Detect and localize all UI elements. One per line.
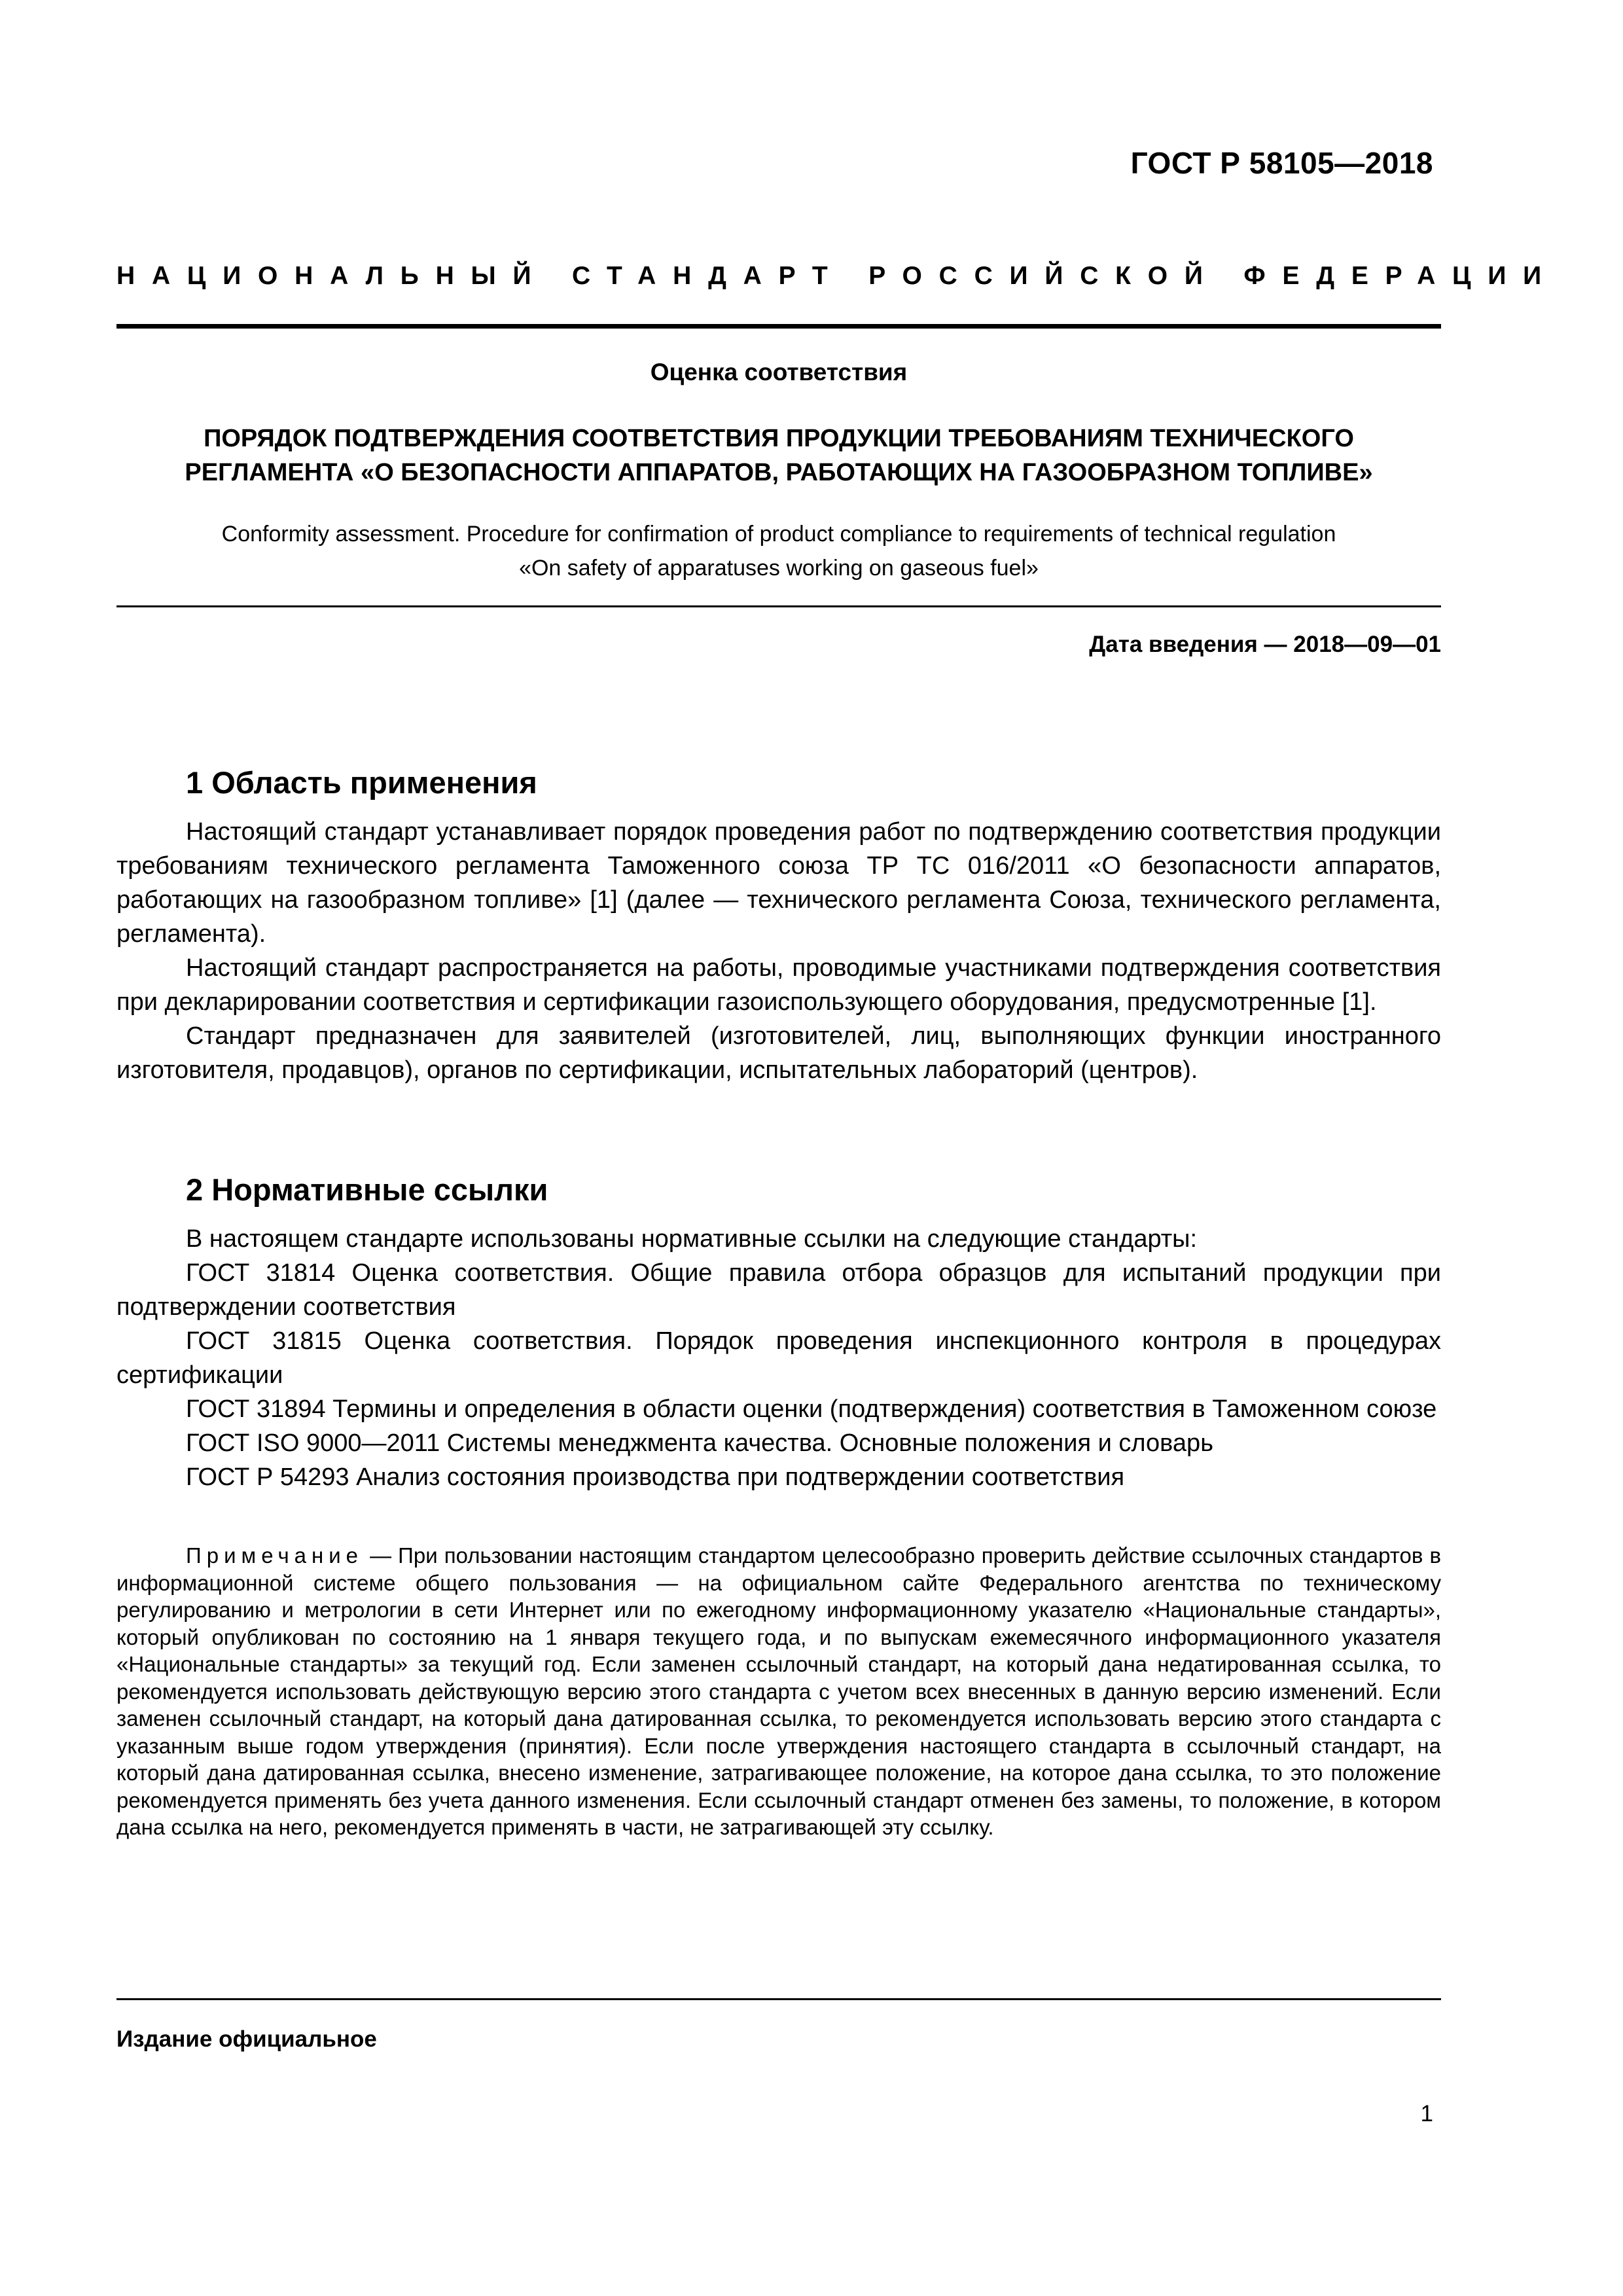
footer-divider: [116, 1998, 1441, 2000]
section-1-heading: 1 Область применения: [186, 765, 537, 800]
english-title-line-2: «On safety of apparatuses working on gaseous fuel»: [519, 556, 1039, 581]
title-line-2: РЕГЛАМЕНТА «О БЕЗОПАСНОСТИ АППАРАТОВ, РАБОТАЮЩИХ НА ГАЗООБРАЗНОМ ТОПЛИВЕ»: [185, 459, 1373, 486]
standard-title: [116, 422, 1441, 490]
standard-subject: Оценка соответствия: [650, 359, 908, 386]
note-text: — При пользовании настоящим стандартом целесообразно проверить действие ссылочных стандартов в информационной системе общего пользования — на официальном сайте Федерального агентства по техническому регулированию и метрологии в сети Интернет или по ежегодному информационному указателю «Национальные стандарты», который опубликован по состоянию на 1 января текущего года, и по выпускам ежемесячного информационного указателя «Национальные стандарты» за текущий год. Если заменен ссылочный стандарт, на который дана недатированная ссылка, то рекомендуется использовать действующую версию этого стандарта с учетом всех внесенных в данную версию изменений. Если заменен ссылочный стандарт, на который дана датированная ссылка, то рекомендуется использовать версию этого стандарта с указанным выше годом утверждения (принятия). Если после утверждения настоящего стандарта в ссылочный стандарт, на который дана датированная ссылка, внесено изменение, затрагивающее положение, на которое дана ссылка, то это положение рекомендуется применять без учета данного изменения. Если ссылочный стандарт отменен без замены, то положение, в котором дана ссылка на него, рекомендуется применять в части, не затрагивающей эту ссылку.: [116, 1543, 1441, 1839]
reference-item: ГОСТ 31814 Оценка соответствия. Общие правила отбора образцов для испытаний продукции при подтверждении соответствия: [116, 1259, 1441, 1321]
scope-paragraph-3: Стандарт предназначен для заявителей (изготовителей, лиц, выполняющих функции иностранного изготовителя, продавцов), органов по сертификации, испытательных лабораторий (центров).: [116, 1022, 1441, 1084]
title-divider: [116, 605, 1441, 607]
english-title-line-1: Conformity assessment. Procedure for confirmation of product compliance to requirements of technical regulation: [221, 522, 1336, 547]
note-label: Примечание: [186, 1543, 364, 1568]
section-2-heading: 2 Нормативные ссылки: [186, 1172, 548, 1207]
reference-item: ГОСТ 31894 Термины и определения в области оценки (подтверждения) соответствия в Таможенном союзе: [186, 1395, 1437, 1423]
national-standard-banner: НАЦИОНАЛЬНЫЙ СТАНДАРТ РОССИЙСКОЙ ФЕДЕРАЦИИ: [116, 262, 1558, 290]
section-scope: [116, 764, 1441, 1087]
section-normative-references: [116, 1172, 1441, 1494]
reference-item: ГОСТ Р 54293 Анализ состояния производства при подтверждении соответствия: [186, 1463, 1125, 1491]
reference-item: ГОСТ ISO 9000—2011 Системы менеджмента качества. Основные положения и словарь: [186, 1429, 1213, 1457]
official-edition-label: Издание официальное: [116, 2026, 377, 2052]
references-intro: В настоящем стандарте использованы нормативные ссылки на следующие стандарты:: [186, 1225, 1198, 1253]
scope-paragraph-2: Настоящий стандарт распространяется на работы, проводимые участниками подтверждения соответствия при декларировании соответствия и сертификации газоиспользующего оборудования, предусмотренные [1].: [116, 954, 1441, 1016]
reference-item: ГОСТ 31815 Оценка соответствия. Порядок проведения инспекционного контроля в процедурах сертификации: [116, 1327, 1441, 1389]
scope-paragraph-1: Настоящий стандарт устанавливает порядок проведения работ по подтверждению соответствия продукции требованиям технического регламента Таможенного союза ТР ТС 016/2011 «О безопасности аппаратов, работающих на газообразном топливе» [1] (далее — технического регламента Союза, технического регламента, регламента).: [116, 818, 1441, 948]
page-number: 1: [1420, 2101, 1433, 2126]
header-divider: [116, 324, 1441, 329]
english-title: [116, 517, 1441, 585]
note-paragraph: [116, 1542, 1441, 1841]
document-number: ГОСТ Р 58105—2018: [1130, 146, 1433, 180]
title-line-1: ПОРЯДОК ПОДТВЕРЖДЕНИЯ СООТВЕТСТВИЯ ПРОДУКЦИИ ТРЕБОВАНИЯМ ТЕХНИЧЕСКОГО: [204, 425, 1354, 452]
introduction-date: Дата введения — 2018—09—01: [1089, 632, 1441, 657]
